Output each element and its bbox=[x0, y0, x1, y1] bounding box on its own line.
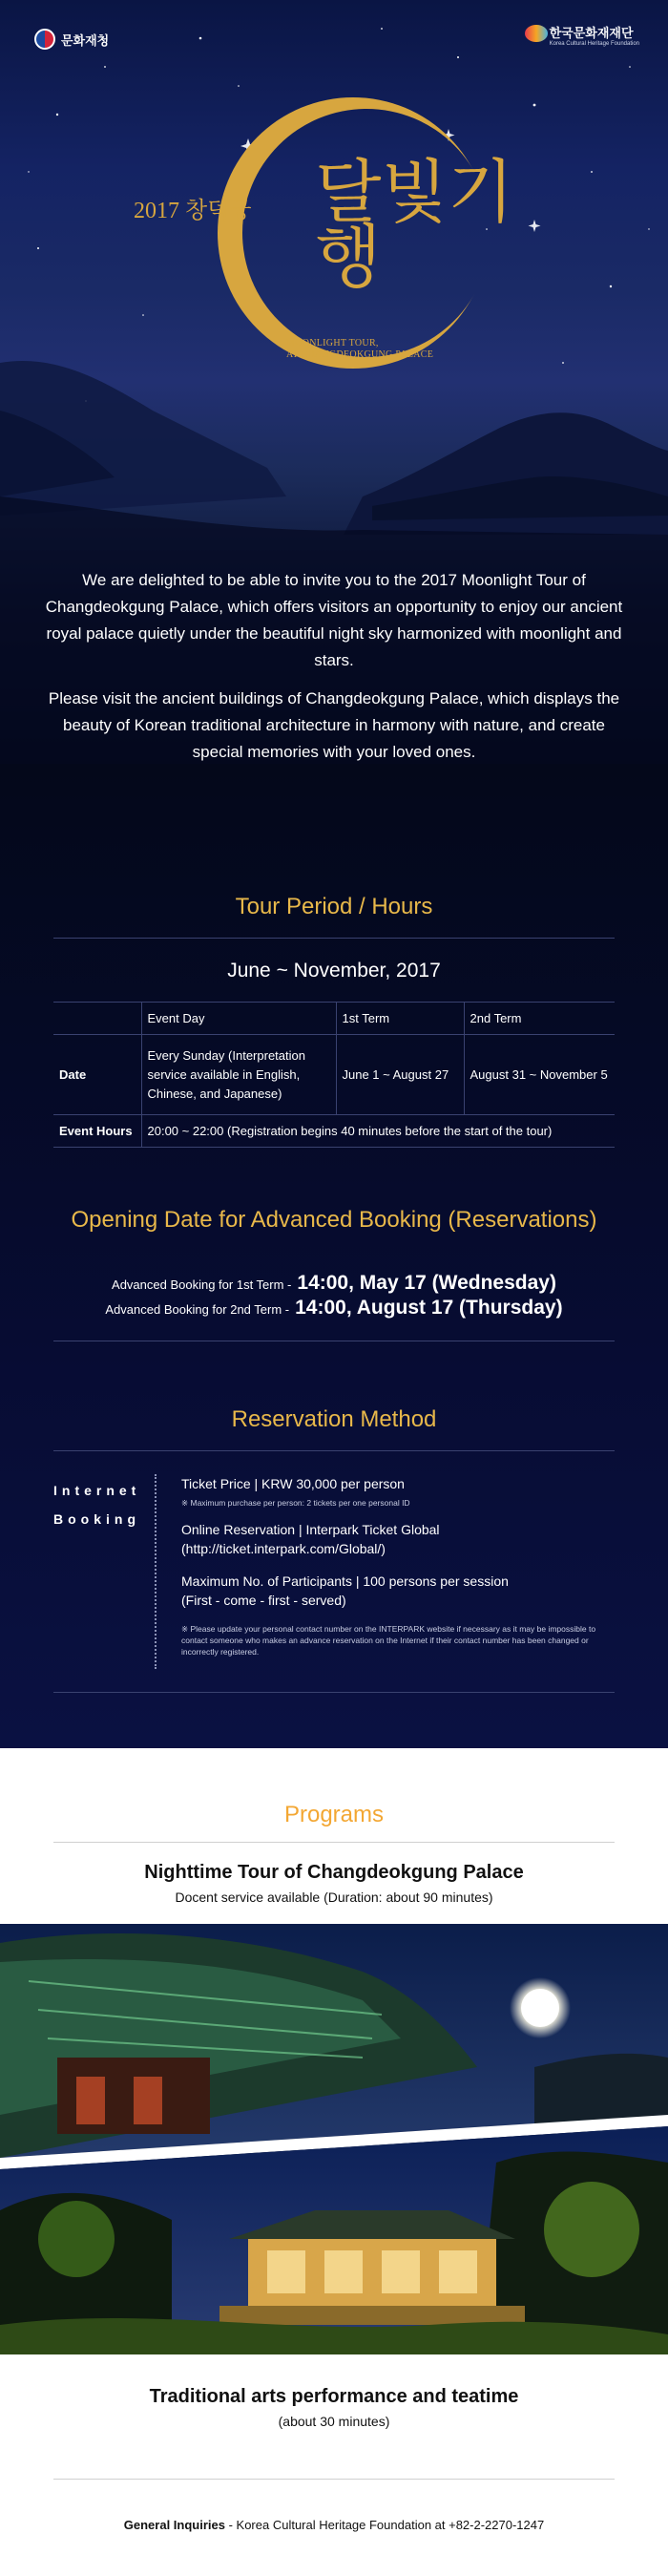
hours-label: Event Hours bbox=[53, 1115, 141, 1148]
internet-label: Internet bbox=[53, 1483, 141, 1498]
subtitle-line-2: AT CHANGDEOKGUNG PALACE bbox=[286, 349, 434, 360]
intro-paragraph-2: Please visit the ancient buildings of Changdeokgung Palace, which displays the beauty of Korean traditional architecture in harmony with nature, and create special memories with your loved ones. bbox=[48, 689, 620, 761]
table-header-row bbox=[53, 1003, 615, 1035]
event-day-cell: Every Sunday (Interpretation service available in English, Chinese, and Japanese) bbox=[141, 1035, 336, 1115]
info-section bbox=[0, 764, 668, 1748]
booking-heading: Opening Date for Advanced Booking (Reservations) bbox=[71, 1207, 597, 1233]
tour-schedule-table bbox=[53, 1002, 615, 1148]
reservation-details bbox=[53, 1451, 615, 1692]
reservation-heading: Reservation Method bbox=[231, 1406, 437, 1432]
term1-cell: June 1 ~ August 27 bbox=[336, 1035, 464, 1115]
cha-logo-text: 문화재청 bbox=[61, 32, 110, 48]
internet-booking-label bbox=[53, 1474, 157, 1669]
max-participants-note: (First - come - first - served) bbox=[181, 1593, 346, 1608]
booking-term2-date: 14:00, August 17 (Thursday) bbox=[295, 1297, 563, 1319]
booking-term2-label: Advanced Booking for 2nd Term - bbox=[105, 1302, 290, 1317]
max-participants: Maximum No. of Participants | 100 persons per session bbox=[181, 1573, 509, 1589]
booking-term2 bbox=[53, 1297, 615, 1320]
divider bbox=[53, 1692, 615, 1693]
program2-subtitle: (about 30 minutes) bbox=[278, 2414, 390, 2429]
ticket-price: Ticket Price | KRW 30,000 per person bbox=[181, 1476, 405, 1491]
programs-section bbox=[0, 1748, 668, 2576]
program2-title: Traditional arts performance and teatime bbox=[149, 2386, 519, 2407]
table-row-date bbox=[53, 1035, 615, 1115]
online-reservation-url[interactable]: (http://ticket.interpark.com/Global/) bbox=[181, 1541, 386, 1556]
table-header-1st-term: 1st Term bbox=[336, 1003, 464, 1035]
intro-text bbox=[0, 567, 668, 764]
kchf-logo-kor: 한국문화재재단 bbox=[549, 26, 634, 40]
tour-period-heading: Tour Period / Hours bbox=[235, 894, 433, 919]
kchf-logo-eng: Korea Cultural Heritage Foundation bbox=[549, 41, 639, 47]
booking-term1 bbox=[53, 1272, 615, 1295]
contact-update-notice: ※ Please update your personal contact number on the INTERPARK website if necessary as it may be impossible to contact someone who makes an advance reservation on the Internet if their contact number has been changed or incorrectly registered. bbox=[181, 1624, 596, 1657]
hero-banner bbox=[0, 0, 668, 764]
program1-title: Nighttime Tour of Changdeokgung Palace bbox=[144, 1862, 524, 1883]
date-label: Date bbox=[53, 1035, 141, 1115]
booking-term1-label: Advanced Booking for 1st Term - bbox=[112, 1277, 292, 1292]
table-row-hours bbox=[53, 1115, 615, 1148]
hours-cell: 20:00 ~ 22:00 (Registration begins 40 minutes before the start of the tour) bbox=[141, 1115, 615, 1148]
term2-cell: August 31 ~ November 5 bbox=[464, 1035, 615, 1115]
table-header-empty bbox=[53, 1003, 141, 1035]
year-palace-title: 2017 창덕궁 bbox=[134, 199, 252, 223]
booking-dates bbox=[53, 1251, 615, 1341]
table-header-event-day: Event Day bbox=[141, 1003, 336, 1035]
inquiries-label: General Inquiries bbox=[123, 2518, 225, 2532]
inquiries-contact[interactable]: - Korea Cultural Heritage Foundation at +82-2-2270-1247 bbox=[228, 2518, 545, 2532]
programs-heading: Programs bbox=[283, 1802, 385, 1827]
online-reservation: Online Reservation | Interpark Ticket Global bbox=[181, 1522, 440, 1537]
table-header-2nd-term: 2nd Term bbox=[464, 1003, 615, 1035]
ticket-price-note: ※ Maximum purchase per person: 2 tickets per one personal ID bbox=[181, 1498, 410, 1508]
palace-night-photo bbox=[0, 1924, 668, 2354]
tour-period: June ~ November, 2017 bbox=[227, 960, 441, 982]
subtitle-line-1: MOONLIGHT TOUR, bbox=[286, 338, 379, 348]
general-inquiries bbox=[0, 2480, 668, 2576]
booking-term1-date: 14:00, May 17 (Wednesday) bbox=[297, 1272, 556, 1294]
moonlight-tour-title: 달빛기행 bbox=[315, 155, 514, 296]
reservation-info bbox=[181, 1474, 615, 1669]
program1-subtitle: Docent service available (Duration: about 90 minutes) bbox=[175, 1890, 493, 1905]
booking-label: Booking bbox=[53, 1511, 140, 1527]
intro-paragraph-1: We are delighted to be able to invite you to the 2017 Moonlight Tour of Changdeokgung Palace, which offers visitors an opportunity to enjoy our ancient royal palace quietly under the beautiful night sky harmonized with moonlight and stars. bbox=[45, 571, 623, 669]
